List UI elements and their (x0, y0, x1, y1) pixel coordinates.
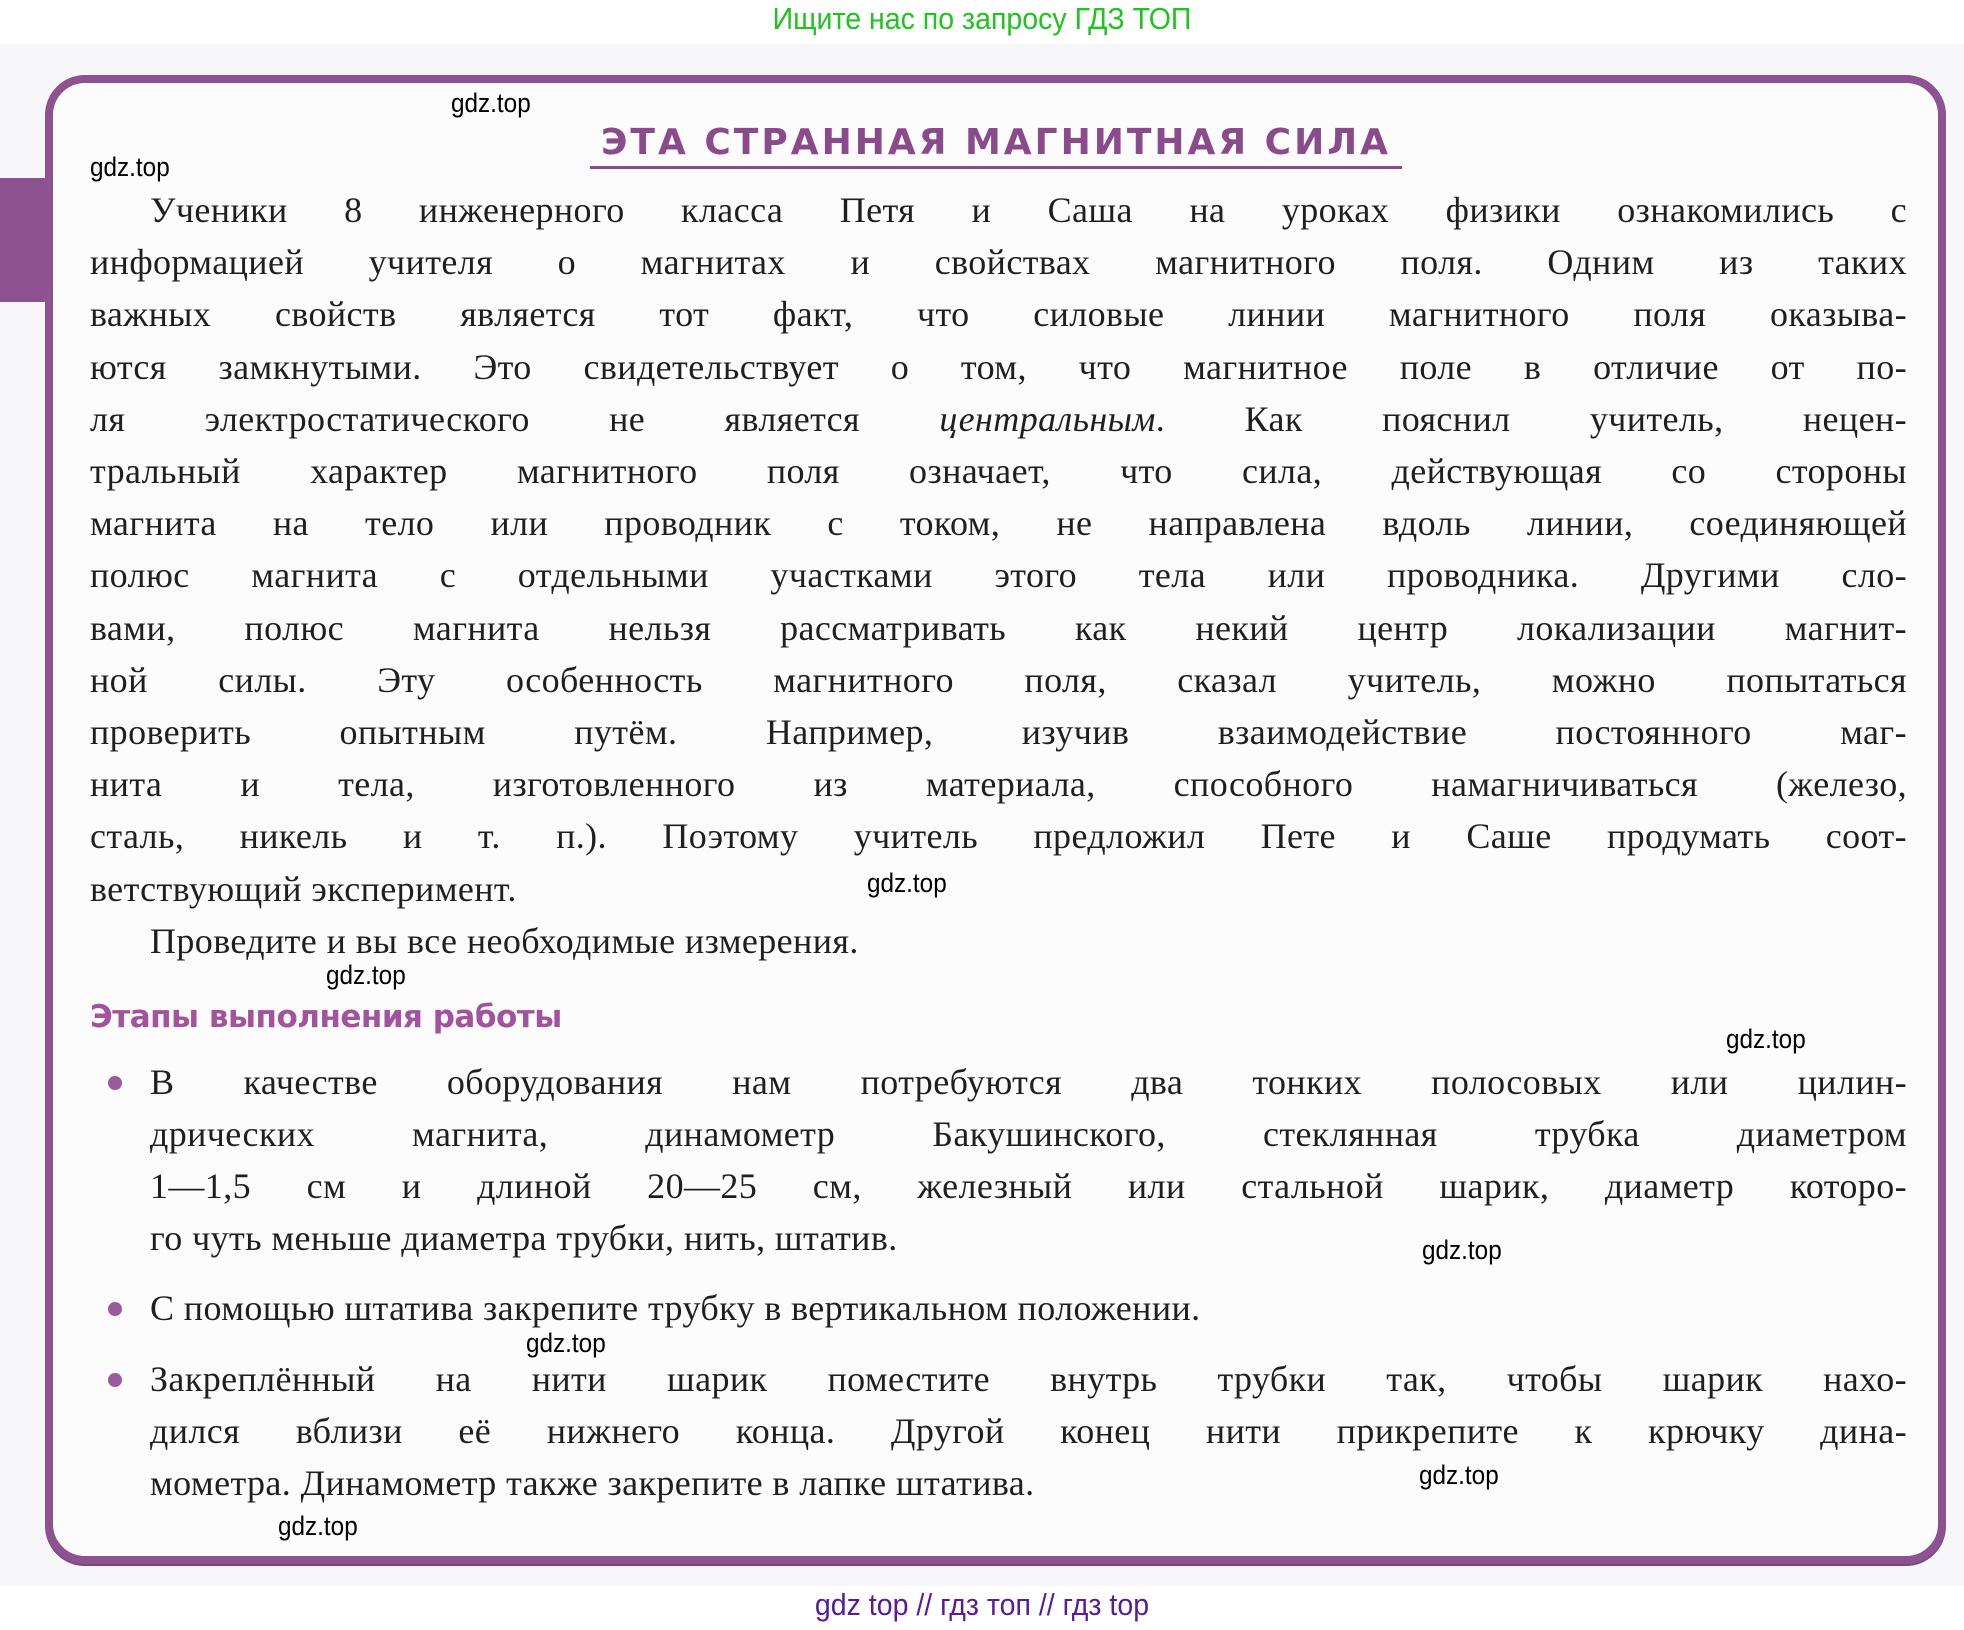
bottom-watermark-banner: gdz top // гдз топ // гдз top (814, 1587, 1150, 1622)
step-1-line-4: го чуть меньше диаметра трубки, нить, штатив. (150, 1218, 898, 1258)
section-heading: Этапы выполнения работы (90, 999, 562, 1035)
intro-line-7: магнита на тело или проводник с током, не направлена вдоль линии, соединяющей (90, 503, 1907, 543)
step-3-line-3: мометра. Динамометр также закрепите в лапке штатива. (150, 1463, 1035, 1503)
step-3-line-2: дился вблизи её нижнего конца. Другой конец нити прикрепите к крючку дина- (150, 1411, 1907, 1451)
watermark: gdz.top (90, 152, 170, 182)
side-tab-marker (0, 178, 49, 302)
watermark: gdz.top (1419, 1460, 1499, 1490)
step-3-line-1: Закреплённый на нити шарик поместите внутрь трубки так, чтобы шарик нахо- (150, 1359, 1907, 1399)
page-title: ЭТА СТРАННАЯ МАГНИТНАЯ СИЛА (601, 122, 1391, 163)
bullet-icon (108, 1373, 122, 1387)
watermark: gdz.top (1422, 1235, 1502, 1265)
intro-line-3: важных свойств является тот факт, что силовые линии магнитного поля оказыва- (90, 294, 1907, 334)
intro-line-2: информацией учителя о магнитах и свойствах магнитного поля. Одним из таких (90, 242, 1907, 282)
step-1-line-1: В качестве оборудования нам потребуются два тонких полосовых или цилин- (150, 1062, 1907, 1102)
watermark: gdz.top (278, 1511, 358, 1541)
intro-line-8: полюс магнита с отдельными участками этого тела или проводника. Другими сло- (90, 555, 1907, 595)
step-1-line-2: дрических магнита, динамометр Бакушинского, стеклянная трубка диаметром (150, 1114, 1907, 1154)
intro-line-13: сталь, никель и т. п.). Поэтому учитель предложил Пете и Саше продумать соот- (90, 816, 1907, 856)
intro-line-6: тральный характер магнитного поля означает, что сила, действующая со стороны (90, 451, 1907, 491)
step-1-line-3: 1—1,5 см и длиной 20—25 см, железный или стальной шарик, диаметр которо- (150, 1166, 1907, 1206)
bullet-icon (108, 1302, 122, 1316)
intro-line-5-start: ля электростатического не является (90, 399, 940, 439)
call-to-action: Проведите и вы все необходимые измерения. (150, 921, 859, 961)
intro-line-9: вами, полюс магнита нельзя рассматривать как некий центр локализации магнит- (90, 608, 1907, 648)
intro-line-11: проверить опытным путём. Например, изучив взаимодействие постоянного маг- (90, 712, 1907, 752)
intro-line-1: Ученики 8 инженерного класса Петя и Саша на уроках физики ознакомились с (150, 190, 1907, 230)
watermark: gdz.top (867, 868, 947, 898)
intro-line-5 (90, 393, 1907, 445)
intro-line-14: ветствующий эксперимент. (90, 869, 517, 909)
step-2-line-1: С помощью штатива закрепите трубку в вертикальном положении. (150, 1288, 1201, 1328)
intro-line-4: ются замкнутыми. Это свидетельствует о том, что магнитное поле в отличие от по- (90, 347, 1907, 387)
bullet-icon (108, 1076, 122, 1090)
intro-line-5-end: . Как пояснил учитель, нецен- (1155, 399, 1907, 439)
title-underline (590, 166, 1402, 169)
top-watermark-banner: Ищите нас по запросу ГДЗ ТОП (772, 1, 1192, 36)
italic-term: центральным (939, 399, 1156, 439)
watermark: gdz.top (326, 960, 406, 990)
watermark: gdz.top (1726, 1024, 1806, 1054)
watermark: gdz.top (526, 1328, 606, 1358)
intro-line-12: нита и тела, изготовленного из материала, способного намагничиваться (железо, (90, 764, 1907, 804)
intro-line-10: ной силы. Эту особенность магнитного поля, сказал учитель, можно попытаться (90, 660, 1907, 700)
watermark: gdz.top (451, 88, 531, 118)
